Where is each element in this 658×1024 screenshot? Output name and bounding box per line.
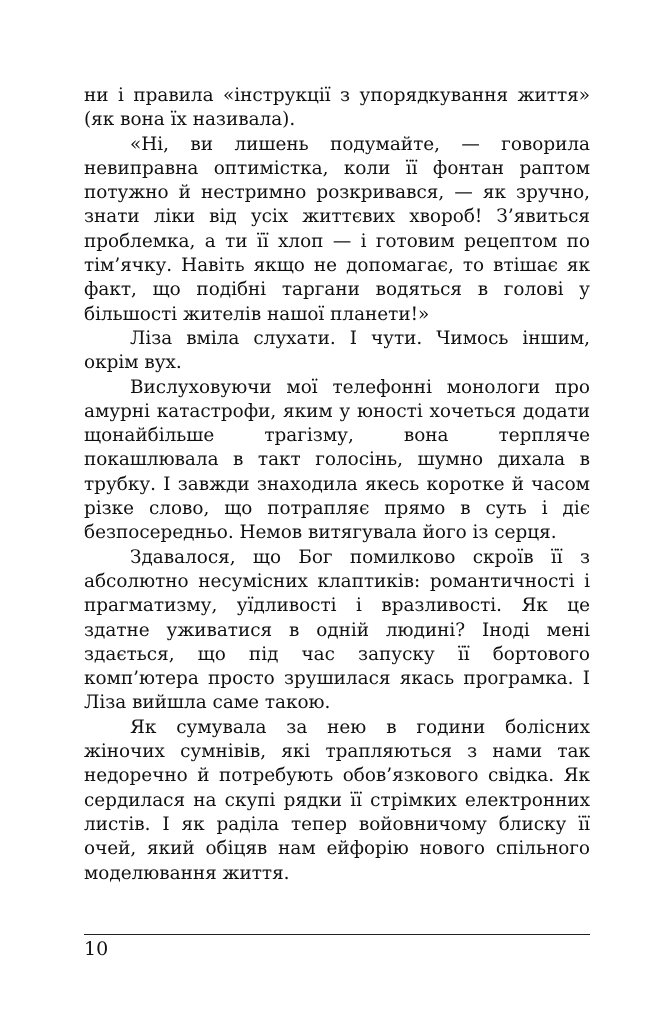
paragraph-contrasts: Здавалося, що Бог помилково скроїв її з абсолютно несумісних клаптиків: романтичності і прагматизму, уїдливості і вразливості. Як це здатне уживатися в одній людині? Іноді мені здається, що під час запуску її бортового комп’ютера просто зрушилася якась програмка. І Ліза вийшла саме такою. <box>84 546 590 714</box>
paragraph-quote: «Ні, ви лишень подумайте, — говорила невиправна оптимістка, коли її фонтан раптом потужно й нестримно розкривався, — як зручно, знати ліки від усіх життєвих хвороб! З’явиться проблемка, а ти її хлоп — і готовим рецептом по тім’ячку. Навіть якщо не допомагає, то втішає як факт, що подібні таргани водяться в голові у більшості жителів нашої планети!» <box>84 133 590 325</box>
footer-rule <box>84 934 590 935</box>
paragraph-continued: ни і правила «інструкції з упорядкування життя» (як вона їх називала). <box>84 85 590 131</box>
paragraph-monologues: Вислуховуючи мої телефонні монологи про амурні катастрофи, яким у юності хочеться додати щонайбільше трагізму, вона терпляче покашлювала в такт голосінь, шумно дихала в трубку. І завжди знаходила якесь коротке й часом різке слово, що потрапляє прямо в суть і діє безпосередньо. Немов витягувала його із серця. <box>84 376 590 544</box>
paragraph-missing-her: Як сумувала за нею в години болісних жіночих сумнівів, які трапляються з нами так недоречно й потребують обов’язкового свідка. Як сердилася на скупі рядки її стрімких електронних листів. І як раділа тепер войовничому блиску її очей, який обіцяв нам ейфорію нового спільного моделювання життя. <box>84 716 590 884</box>
paragraph-liza-listening: Ліза вміла слухати. І чути. Чимось іншим, окрім вух. <box>84 327 590 374</box>
page-number: 10 <box>84 938 109 960</box>
page-body <box>84 84 590 886</box>
